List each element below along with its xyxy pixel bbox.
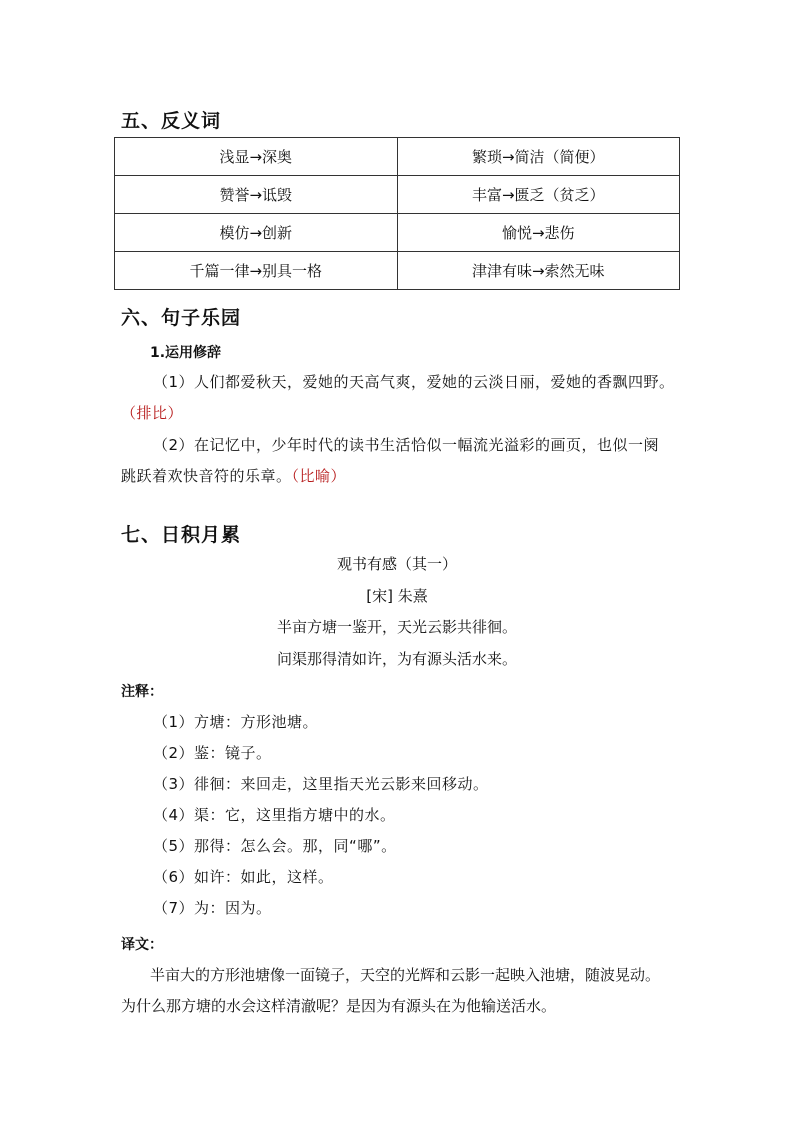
- sentence-1-answer: （排比）: [121, 404, 184, 422]
- note-item: （1）方塘：方形池塘。: [153, 713, 319, 731]
- sentence-2-line1: （2）在记忆中，少年时代的读书生活恰似一幅流光溢彩的画页，也似一阕: [153, 436, 660, 454]
- translation-label: 译文：: [121, 937, 163, 953]
- table-cell: 愉悦→悲伤: [397, 214, 680, 252]
- note-item: （5）那得：怎么会。那，同“哪”。: [153, 837, 397, 855]
- sentence-1: （1）人们都爱秋天，爱她的天高气爽，爱她的云淡日丽，爱她的香飘四野。: [153, 373, 675, 391]
- notes-label: 注释：: [121, 684, 163, 700]
- note-item: （2）鉴：镜子。: [153, 744, 272, 762]
- poem-author: [宋] 朱熹: [366, 587, 428, 605]
- table-cell: 繁琐→简洁（简便）: [397, 138, 680, 176]
- sentence-2-text: 跳跃着欢快音符的乐章。: [121, 467, 292, 485]
- sentence-2-line2: [121, 465, 346, 486]
- table-cell: 津津有味→索然无味: [397, 252, 680, 290]
- table-row: [115, 176, 680, 214]
- table-row: [115, 138, 680, 176]
- sentence-2-answer: （比喻）: [291, 467, 347, 485]
- table-row: [115, 214, 680, 252]
- translation-line-2: 为什么那方塘的水会这样清澈呢？是因为有源头在为他输送活水。: [121, 997, 557, 1015]
- table-cell: 赞誉→诋毁: [115, 176, 398, 214]
- table-cell: 模仿→创新: [115, 214, 398, 252]
- table-cell: 千篇一律→别具一格: [115, 252, 398, 290]
- translation-line-1: 半亩大的方形池塘像一面镜子，天空的光辉和云影一起映入池塘，随波晃动。: [150, 966, 661, 984]
- table-cell: 浅显→深奥: [115, 138, 398, 176]
- section6-title: 六、句子乐园: [121, 307, 242, 329]
- poem-line-1: 半亩方塘一鉴开，天光云影共徘徊。: [276, 618, 517, 636]
- note-item: （7）为：因为。: [153, 899, 272, 917]
- antonym-table: [114, 137, 680, 290]
- section5-title: 五、反义词: [121, 110, 222, 132]
- note-item: （4）渠：它，这里指方塘中的水。: [153, 806, 396, 824]
- note-item: （3）徘徊：来回走，这里指天光云影来回移动。: [153, 775, 489, 793]
- note-item: （6）如许：如此，这样。: [153, 868, 334, 886]
- poem-title: 观书有感（其一）: [336, 555, 457, 573]
- section6-subtitle: 1.运用修辞: [150, 345, 222, 361]
- table-row: [115, 252, 680, 290]
- table-cell: 丰富→匮乏（贫乏）: [397, 176, 680, 214]
- section7-title: 七、日积月累: [121, 524, 242, 546]
- poem-line-2: 问渠那得清如许，为有源头活水来。: [276, 650, 517, 668]
